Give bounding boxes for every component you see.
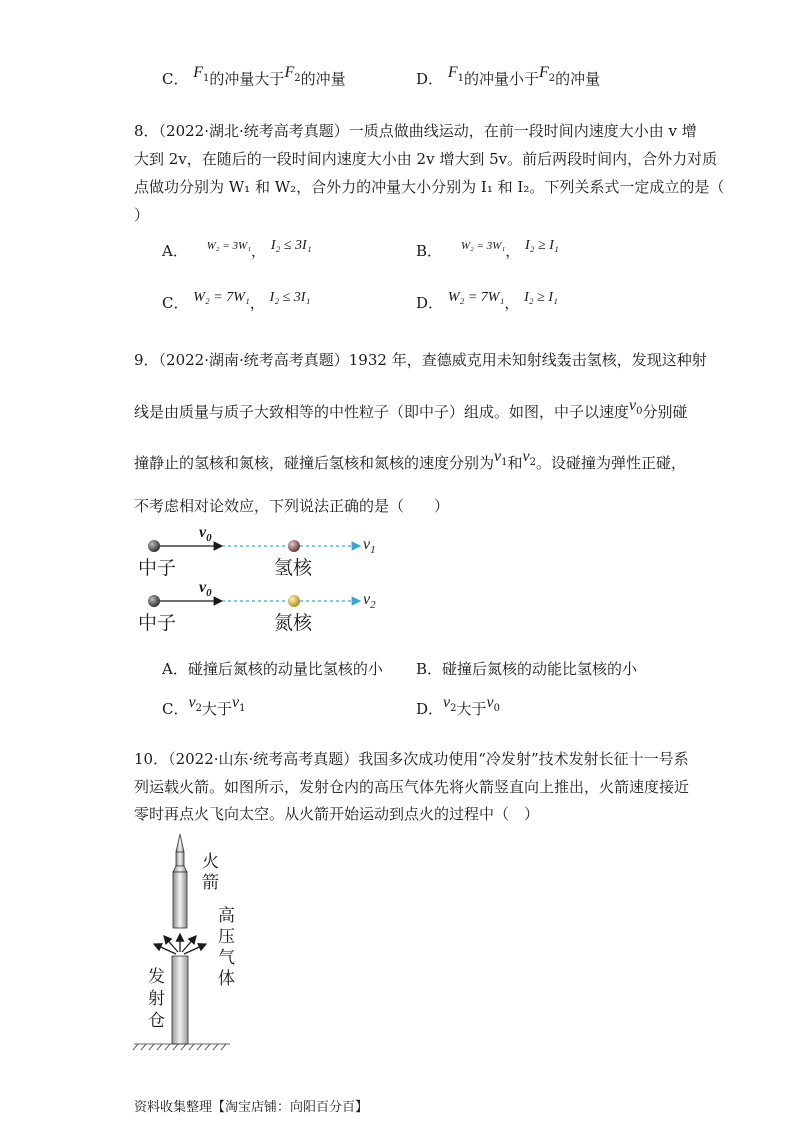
q9-option-c: C．$v_2$大于$v_1$	[162, 694, 246, 718]
fig-neutron-label-1: 中子	[138, 557, 177, 579]
page-footer: 资料收集整理【淘宝店铺：向阳百分百】	[134, 1100, 369, 1115]
nitrogen-nucleus-ball	[288, 595, 300, 607]
rocket-shape	[173, 834, 187, 928]
hydrogen-nucleus-ball	[288, 540, 300, 552]
q9-line-2: 线是由质量与质子大致相等的中性粒子（即中子）组成。如图，中子以速度$v_0$分别碰	[134, 397, 688, 421]
fig-neutron-label-2: 中子	[138, 612, 177, 634]
q7-option-c: C． $F_1$的冲量大于$F_2$的冲量	[162, 64, 346, 88]
fig-hydrogen-label: 氢核	[274, 557, 313, 579]
q8-line-3: 点做功分别为 W₁ 和 W₂，合外力的冲量大小分别为 I₁ 和 I₂。下列关系式一定成立的是（	[134, 178, 725, 196]
neutron-ball-1	[148, 540, 160, 552]
q10-line-2: 列运载火箭。如图所示，发射仓内的高压气体先将火箭竖直向上推出，火箭速度接近	[134, 778, 690, 796]
q7-option-d: D． $F_1$的冲量小于$F_2$的冲量	[416, 64, 601, 88]
launch-silo-shape	[172, 956, 188, 1044]
q8-option-d: D． W₂ = 7W₁， I₂ ≥ I₁	[416, 290, 558, 312]
q9-line-3: 撞静止的氢核和氮核，碰撞后氢核和氮核的速度分别为$v_1$和$v_2$。设碰撞为弹性正碰，	[134, 448, 687, 472]
gas-arrows	[154, 934, 206, 954]
q8-option-a: A． $^{W_2 = 3W_1}$， I₂ ≤ 3I₁	[162, 238, 312, 260]
fig-v2-label: $v_2$	[363, 591, 376, 612]
q10-line-3: 零时再点火飞向太空。从火箭开始运动到点火的过程中（ ）	[134, 805, 540, 823]
q8-option-b: B． $^{W_2 = 3W_1}$， I₂ ≥ I₁	[416, 238, 559, 260]
fig-nitrogen-label: 氮核	[274, 612, 313, 634]
q9-line-1: 9．（2022·湖南·统考高考真题）1932 年，查德威克用未知射线轰击氢核，发现这种射	[134, 351, 707, 369]
q9-option-d: D．$v_2$大于$v_0$	[416, 694, 501, 718]
q8-option-c: C． W₂ = 7W₁， I₂ ≤ 3I₁	[162, 290, 311, 312]
fig-v0-label-2: $v_0$	[199, 579, 212, 600]
fig-gas-label: 高压气体	[218, 906, 235, 989]
ground-hatching	[133, 1044, 230, 1050]
q8-line-4: ）	[134, 206, 150, 224]
fig-rocket-label: 火箭	[202, 852, 219, 893]
q9-line-4: 不考虑相对论效应，下列说法正确的是（ ）	[134, 497, 450, 515]
q8-line-1: 8．（2022·湖北·统考高考真题）一质点做曲线运动，在前一段时间内速度大小由 v 增	[134, 122, 697, 140]
fig-v1-label: $v_1$	[363, 536, 376, 557]
q8-line-2: 大到 2v，在随后的一段时间内速度大小由 2v 增大到 5v。前后两段时间内，合外力对质	[134, 150, 718, 168]
q9-option-b: B．碰撞后氮核的动能比氢核的小	[416, 660, 638, 678]
q10-line-1: 10．（2022·山东·统考高考真题）我国多次成功使用“冷发射”技术发射长征十一号系	[134, 750, 689, 768]
neutron-ball-2	[148, 595, 160, 607]
fig-v0-label-1: $v_0$	[199, 524, 212, 545]
q9-option-a: A．碰撞后氮核的动量比氢核的小	[162, 660, 383, 678]
fig-silo-label: 发射仓	[148, 967, 165, 1031]
